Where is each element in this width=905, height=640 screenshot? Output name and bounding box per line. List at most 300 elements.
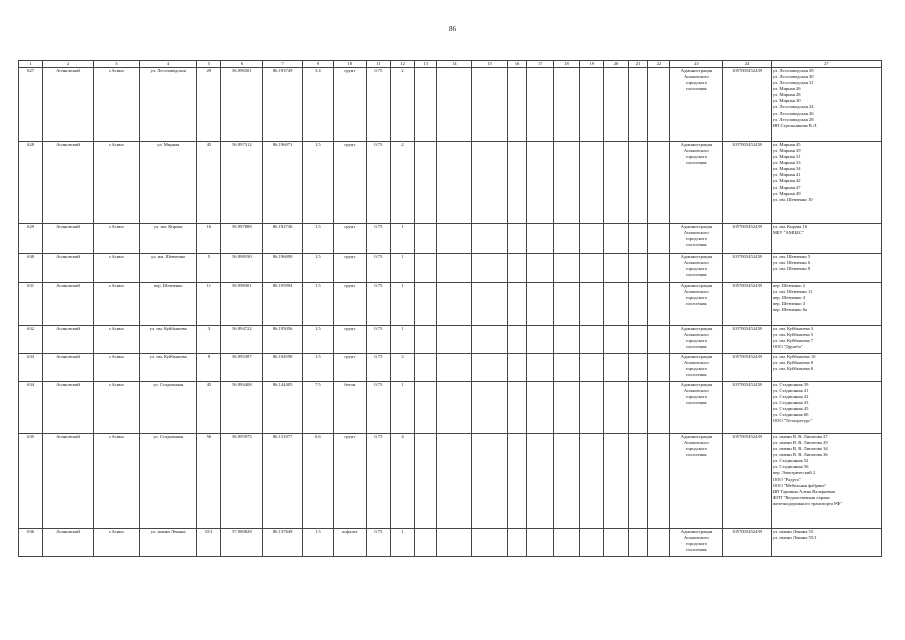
- cell-ogrn: 1057005452439: [723, 224, 771, 254]
- cell-empty: [527, 254, 553, 283]
- cell-empty: [648, 224, 670, 254]
- cell-area: 1.5: [302, 326, 333, 354]
- cell-ogrn: 1057005452439: [723, 283, 771, 326]
- cell-empty: [437, 354, 472, 382]
- address-line: ул. им. Шевченко 8: [772, 266, 811, 272]
- cell-street: ул. Мирная: [140, 142, 197, 224]
- cell-empty: [553, 354, 579, 382]
- cell-empty: [648, 326, 670, 354]
- cell-district: Асиновский: [43, 529, 94, 557]
- column-header: 17: [527, 61, 553, 68]
- cell-street: ул. Стадионная: [140, 434, 197, 529]
- cell-empty: [437, 142, 472, 224]
- cell-empty: [580, 142, 604, 224]
- cell-empty: [507, 354, 527, 382]
- cell-count: 1: [390, 326, 414, 354]
- cell-empty: [415, 354, 437, 382]
- owner-line: Асиновского: [683, 148, 709, 154]
- cell-area: 1.5: [302, 142, 333, 224]
- cell-empty: [553, 529, 579, 557]
- address-line: ул. Мирная 26: [772, 86, 801, 92]
- cell-volume: 0.75: [366, 354, 390, 382]
- header-row: [19, 61, 882, 68]
- cell-empty: [604, 529, 628, 557]
- cell-empty: [472, 529, 507, 557]
- column-header: 2: [43, 61, 94, 68]
- owner-line: городского: [685, 154, 707, 160]
- cell-owner: [670, 354, 723, 382]
- cell-count: 1: [390, 529, 414, 557]
- address-line: ул. имени В. В. Липатова 27: [772, 434, 828, 440]
- cell-empty: [507, 68, 527, 142]
- cell-lon: 86.137649: [263, 529, 303, 557]
- cell-empty: [580, 283, 604, 326]
- cell-surface: грунт: [333, 326, 366, 354]
- cell-empty: [527, 529, 553, 557]
- address-line: ул. Стадионная 43: [772, 400, 809, 406]
- cell-empty: [628, 283, 648, 326]
- address-line: ул. Стадионная 39: [772, 382, 809, 388]
- owner-line: поселения: [686, 86, 707, 92]
- table-row: [19, 224, 882, 254]
- cell-empty: [527, 283, 553, 326]
- address-line: пер. Шевченко 6а: [772, 307, 808, 313]
- column-header: 20: [604, 61, 628, 68]
- cell-house: 16: [197, 224, 221, 254]
- cell-empty: [437, 326, 472, 354]
- owner-line: городского: [685, 80, 707, 86]
- cell-no: 632: [19, 326, 43, 354]
- address-line: ООО "Дружба": [772, 344, 803, 350]
- cell-surface: грунт: [333, 283, 366, 326]
- cell-empty: [507, 326, 527, 354]
- address-line: ул. Стадионная 60: [772, 412, 809, 418]
- cell-lat: 56.994722: [221, 326, 263, 354]
- address-line: ул. Лесозаводская 26: [772, 110, 814, 116]
- cell-empty: [527, 68, 553, 142]
- cell-district: Асиновский: [43, 68, 94, 142]
- cell-addresses: [771, 142, 881, 224]
- column-header: 14: [437, 61, 472, 68]
- cell-empty: [580, 326, 604, 354]
- cell-empty: [415, 142, 437, 224]
- cell-count: 2: [390, 142, 414, 224]
- cell-empty: [415, 283, 437, 326]
- column-header: 24: [723, 61, 771, 68]
- cell-empty: [553, 382, 579, 434]
- cell-owner: [670, 434, 723, 529]
- cell-area: 1.5: [302, 283, 333, 326]
- owner-line: городского: [685, 366, 707, 372]
- cell-lat: 56.997312: [221, 142, 263, 224]
- owner-line: поселения: [686, 301, 707, 307]
- cell-empty: [553, 142, 579, 224]
- cell-no: 629: [19, 224, 43, 254]
- cell-owner: [670, 68, 723, 142]
- owner-line: поселения: [686, 242, 707, 248]
- address-line: ООО "Мебельная фабрика": [772, 482, 827, 488]
- cell-owner: [670, 142, 723, 224]
- address-line: ул. Стадионная 45: [772, 406, 809, 412]
- cell-empty: [580, 68, 604, 142]
- address-line: ул. им. Куйбышева 10: [772, 354, 816, 360]
- cell-empty: [580, 224, 604, 254]
- cell-city: г.Асино: [93, 434, 139, 529]
- cell-surface: грунт: [333, 434, 366, 529]
- column-header: 23: [670, 61, 723, 68]
- owner-line: городского: [685, 236, 707, 242]
- cell-house: 56: [197, 434, 221, 529]
- cell-surface: грунт: [333, 224, 366, 254]
- column-header: 13: [415, 61, 437, 68]
- cell-street: пер. Шевченко: [140, 283, 197, 326]
- cell-district: Асиновский: [43, 224, 94, 254]
- address-line: пер. Электрический 2: [772, 470, 816, 476]
- address-line: ул. имени В. В. Липатова 36: [772, 452, 828, 458]
- cell-empty: [527, 382, 553, 434]
- table-row: [19, 326, 882, 354]
- cell-surface: грунт: [333, 254, 366, 283]
- cell-ogrn: 1057005452439: [723, 382, 771, 434]
- column-header: 4: [140, 61, 197, 68]
- cell-ogrn: 1057005452439: [723, 354, 771, 382]
- owner-line: городского: [685, 338, 707, 344]
- cell-empty: [604, 326, 628, 354]
- address-line: ул. Мирная 31: [772, 154, 801, 160]
- column-header: 21: [628, 61, 648, 68]
- owner-line: Администрация: [680, 254, 713, 260]
- cell-no: 634: [19, 382, 43, 434]
- cell-volume: 0.75: [366, 224, 390, 254]
- cell-empty: [415, 326, 437, 354]
- cell-empty: [648, 529, 670, 557]
- cell-empty: [628, 68, 648, 142]
- address-line: МБУ "АМЦБС": [772, 230, 804, 236]
- cell-empty: [553, 224, 579, 254]
- cell-empty: [580, 254, 604, 283]
- cell-area: 1.5: [302, 254, 333, 283]
- column-header: 5: [197, 61, 221, 68]
- cell-ogrn: 1057005452439: [723, 326, 771, 354]
- cell-empty: [472, 283, 507, 326]
- address-line: ул. Мирная 42: [772, 178, 801, 184]
- cell-empty: [604, 68, 628, 142]
- cell-area: 1.5: [302, 354, 333, 382]
- owner-line: поселения: [686, 372, 707, 378]
- address-line: ул. им. Куйбышева 8: [772, 360, 814, 366]
- cell-lat: 57.000828: [221, 529, 263, 557]
- owner-line: Асиновского: [683, 388, 709, 394]
- cell-volume: 0.75: [366, 434, 390, 529]
- cell-empty: [628, 434, 648, 529]
- cell-empty: [553, 254, 579, 283]
- cell-street: ул. им. Кирова: [140, 224, 197, 254]
- cell-empty: [648, 142, 670, 224]
- cell-addresses: [771, 254, 881, 283]
- owner-line: поселения: [686, 452, 707, 458]
- cell-empty: [527, 142, 553, 224]
- owner-line: Асиновского: [683, 260, 709, 266]
- cell-ogrn: 1057005452439: [723, 529, 771, 557]
- cell-empty: [472, 142, 507, 224]
- cell-owner: [670, 382, 723, 434]
- cell-lat: 56.995975: [221, 434, 263, 529]
- cell-city: г.Асино: [93, 142, 139, 224]
- owner-line: Администрация: [680, 283, 713, 289]
- cell-volume: 0.75: [366, 529, 390, 557]
- cell-empty: [472, 382, 507, 434]
- table-row: [19, 434, 882, 529]
- owner-line: Администрация: [680, 142, 713, 148]
- cell-addresses: [771, 68, 881, 142]
- cell-lat: 56.996501: [221, 68, 263, 142]
- address-line: ул. Стадионная 52: [772, 458, 809, 464]
- register-table: [18, 60, 882, 557]
- column-header: 12: [390, 61, 414, 68]
- cell-addresses: [771, 326, 881, 354]
- owner-line: городского: [685, 541, 707, 547]
- cell-empty: [437, 283, 472, 326]
- cell-owner: [670, 529, 723, 557]
- cell-empty: [580, 529, 604, 557]
- cell-surface: грунт: [333, 354, 366, 382]
- cell-street: ул. Стадионная: [140, 382, 197, 434]
- owner-line: поселения: [686, 547, 707, 553]
- column-header: 27: [771, 61, 881, 68]
- cell-city: г.Асино: [93, 382, 139, 434]
- cell-empty: [437, 529, 472, 557]
- table-body: [19, 68, 882, 557]
- address-line: ИП Гаршина Алена Валерьевна: [772, 488, 835, 494]
- address-line: пер. Шевченко 2: [772, 283, 806, 289]
- cell-count: 1: [390, 382, 414, 434]
- address-line: ООО "Теплоресурс": [772, 418, 813, 424]
- cell-district: Асиновский: [43, 326, 94, 354]
- table-row: [19, 68, 882, 142]
- cell-house: 5: [197, 254, 221, 283]
- cell-volume: 0.75: [366, 382, 390, 434]
- address-line: ул. Мирная 45: [772, 142, 801, 148]
- cell-no: 631: [19, 283, 43, 326]
- column-header: 22: [648, 61, 670, 68]
- address-line: ул. им. Шевченко 10: [772, 196, 813, 202]
- cell-addresses: [771, 434, 881, 529]
- cell-empty: [553, 68, 579, 142]
- cell-empty: [648, 68, 670, 142]
- cell-empty: [507, 529, 527, 557]
- cell-count: 1: [390, 254, 414, 283]
- cell-empty: [604, 382, 628, 434]
- cell-no: 627: [19, 68, 43, 142]
- cell-count: 1: [390, 224, 414, 254]
- address-line: ул. им. Шевченко 6: [772, 260, 811, 266]
- owner-line: Администрация: [680, 354, 713, 360]
- address-line: ул. Лесозаводская 24: [772, 104, 814, 110]
- address-line: ООО "Радуга": [772, 476, 801, 482]
- column-header: 11: [366, 61, 390, 68]
- cell-empty: [437, 224, 472, 254]
- cell-area: 7.5: [302, 382, 333, 434]
- cell-area: 6.6: [302, 434, 333, 529]
- owner-line: Асиновского: [683, 535, 709, 541]
- address-line: ул. Лесозаводская 28: [772, 116, 814, 122]
- owner-line: поселения: [686, 344, 707, 350]
- cell-area: 1.5: [302, 529, 333, 557]
- cell-empty: [472, 434, 507, 529]
- column-header: 16: [507, 61, 527, 68]
- cell-empty: [472, 326, 507, 354]
- owner-line: Асиновского: [683, 289, 709, 295]
- page-number: 86: [449, 25, 456, 33]
- cell-empty: [472, 354, 507, 382]
- cell-lat: 56.997888: [221, 224, 263, 254]
- cell-empty: [527, 224, 553, 254]
- cell-surface: бетон: [333, 382, 366, 434]
- owner-line: Асиновского: [683, 332, 709, 338]
- address-line: ФГП "Ведомственная охрана: [772, 494, 830, 500]
- table-row: [19, 354, 882, 382]
- cell-empty: [507, 142, 527, 224]
- cell-lon: 86.195994: [263, 283, 303, 326]
- cell-district: Асиновский: [43, 354, 94, 382]
- cell-addresses: [771, 354, 881, 382]
- cell-empty: [507, 283, 527, 326]
- address-line: ул. Мирная 28: [772, 92, 801, 98]
- cell-empty: [415, 68, 437, 142]
- cell-no: 636: [19, 529, 43, 557]
- address-line: железнодорожного транспорта РФ": [772, 500, 843, 506]
- column-header: 18: [553, 61, 579, 68]
- address-line: ул. им. Куйбышева 7: [772, 338, 814, 344]
- cell-lat: 56.995387: [221, 354, 263, 382]
- cell-empty: [628, 529, 648, 557]
- cell-addresses: [771, 529, 881, 557]
- cell-addresses: [771, 224, 881, 254]
- cell-empty: [415, 434, 437, 529]
- cell-lon: 86.196090: [263, 254, 303, 283]
- cell-empty: [472, 224, 507, 254]
- cell-empty: [604, 354, 628, 382]
- cell-lon: 86.192736: [263, 224, 303, 254]
- cell-city: г.Асино: [93, 529, 139, 557]
- owner-line: Асиновского: [683, 74, 709, 80]
- owner-line: поселения: [686, 400, 707, 406]
- owner-line: городского: [685, 446, 707, 452]
- cell-district: Асиновский: [43, 142, 94, 224]
- cell-no: 630: [19, 254, 43, 283]
- cell-surface: асфальт: [333, 529, 366, 557]
- column-header: 15: [472, 61, 507, 68]
- cell-house: 3: [197, 326, 221, 354]
- address-line: ул. имени В. В. Липатова 29: [772, 440, 828, 446]
- cell-empty: [553, 326, 579, 354]
- cell-empty: [415, 254, 437, 283]
- cell-ogrn: 1057005452439: [723, 142, 771, 224]
- address-line: ул. Стадионная 42: [772, 394, 809, 400]
- cell-house: 29: [197, 68, 221, 142]
- cell-empty: [527, 434, 553, 529]
- cell-volume: 0.75: [366, 326, 390, 354]
- cell-ogrn: 1057005452439: [723, 254, 771, 283]
- cell-empty: [604, 142, 628, 224]
- cell-city: г.Асино: [93, 254, 139, 283]
- cell-empty: [580, 434, 604, 529]
- column-header: 7: [263, 61, 303, 68]
- cell-empty: [580, 382, 604, 434]
- cell-ogrn: 1057005452439: [723, 434, 771, 529]
- cell-empty: [437, 68, 472, 142]
- cell-empty: [507, 434, 527, 529]
- cell-surface: грунт: [333, 142, 366, 224]
- owner-line: Асиновского: [683, 440, 709, 446]
- address-line: ул. Лесозаводская 29: [772, 68, 814, 74]
- cell-district: Асиновский: [43, 283, 94, 326]
- cell-empty: [415, 382, 437, 434]
- cell-volume: 0.75: [366, 142, 390, 224]
- address-line: ул. Мирная 33: [772, 160, 801, 166]
- cell-city: г.Асино: [93, 283, 139, 326]
- cell-lon: 86.131077: [263, 434, 303, 529]
- cell-empty: [628, 224, 648, 254]
- address-line: пер. Шевченко 3: [772, 301, 806, 307]
- cell-empty: [507, 224, 527, 254]
- address-line: ул. Мирная 49: [772, 190, 801, 196]
- cell-house: 11: [197, 283, 221, 326]
- cell-owner: [670, 254, 723, 283]
- cell-no: 628: [19, 142, 43, 224]
- cell-house: 8: [197, 354, 221, 382]
- cell-empty: [604, 224, 628, 254]
- cell-count: 1: [390, 283, 414, 326]
- cell-no: 635: [19, 434, 43, 529]
- cell-count: 2: [390, 68, 414, 142]
- cell-city: г.Асино: [93, 224, 139, 254]
- owner-line: Администрация: [680, 326, 713, 332]
- cell-city: г.Асино: [93, 326, 139, 354]
- cell-street: ул. им. Куйбышева: [140, 354, 197, 382]
- column-header: 10: [333, 61, 366, 68]
- cell-empty: [472, 254, 507, 283]
- address-line: ул. Мирная 41: [772, 172, 801, 178]
- owner-line: городского: [685, 394, 707, 400]
- cell-lat: 56.998301: [221, 283, 263, 326]
- cell-empty: [648, 382, 670, 434]
- cell-city: г.Асино: [93, 68, 139, 142]
- cell-district: Асиновский: [43, 434, 94, 529]
- cell-empty: [437, 434, 472, 529]
- cell-area: 1.5: [302, 224, 333, 254]
- cell-empty: [553, 283, 579, 326]
- cell-no: 633: [19, 354, 43, 382]
- table-row: [19, 254, 882, 283]
- address-line: ул. им. Куйбышева 5: [772, 332, 814, 338]
- table-row: [19, 382, 882, 434]
- cell-empty: [472, 68, 507, 142]
- cell-empty: [527, 354, 553, 382]
- cell-empty: [580, 354, 604, 382]
- cell-street: ул. имени Ленина: [140, 529, 197, 557]
- cell-lon: 86.194598: [263, 354, 303, 382]
- owner-line: Администрация: [680, 224, 713, 230]
- cell-district: Асиновский: [43, 254, 94, 283]
- address-line: ИП Стрельникова В.Л.: [772, 122, 818, 128]
- cell-street: ул. Лесозаводская: [140, 68, 197, 142]
- cell-lon: 86.193749: [263, 68, 303, 142]
- address-line: ул. им. Шевченко 11: [772, 289, 813, 295]
- column-header: 6: [221, 61, 263, 68]
- address-line: ул. Стадионная 41: [772, 388, 809, 394]
- cell-house: 45: [197, 142, 221, 224]
